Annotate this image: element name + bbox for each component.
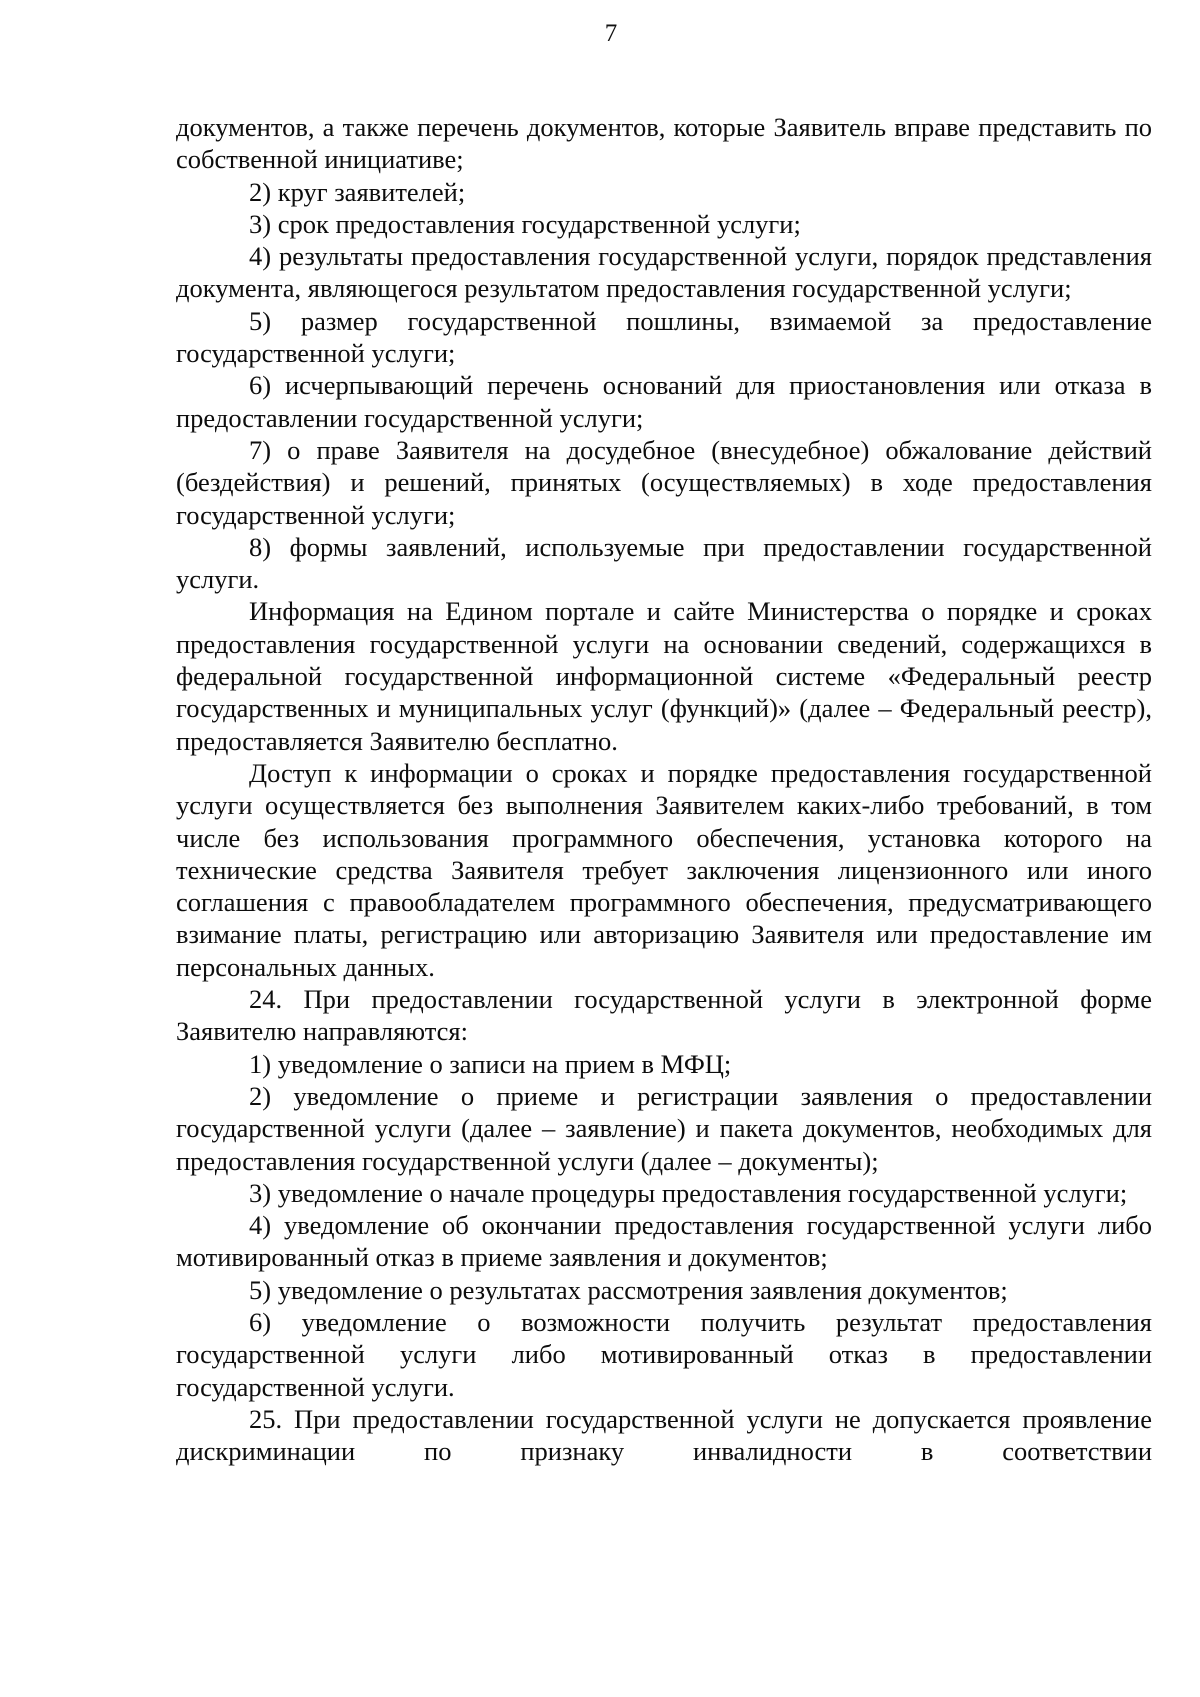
list-item-8: 8) формы заявлений, используемые при предоставлении государственной услуги. — [176, 531, 1152, 595]
list-item-7: 7) о праве Заявителя на досудебное (внесудебное) обжалование действий (бездействия) и решений, принятых (осуществляемых) в ходе предоставления государственной услуги; — [176, 434, 1152, 530]
page-number: 7 — [604, 20, 618, 47]
list-item-2: 2) круг заявителей; — [249, 176, 466, 207]
notification-item-6: 6) уведомление о возможности получить результат предоставления государственной услуги либо мотивированный отказ в предоставлении государственной услуги. — [176, 1306, 1152, 1402]
notification-item-4: 4) уведомление об окончании предоставления государственной услуги либо мотивированный отказ в приеме заявления и документов; — [176, 1210, 1152, 1273]
list-item-4: 4) результаты предоставления государственной услуги, порядок представления документа, являющегося результатом предоставления государственной услуги; — [176, 241, 1152, 304]
list-item-3: 3) срок предоставления государственной услуги; — [249, 208, 801, 239]
section-25: 25. При предоставлении государственной услуги не допускается проявление дискриминации по признаку инвалидности в соответствии — [176, 1403, 1152, 1467]
notification-item-5: 5) уведомление о результатах рассмотрения заявления документов; — [249, 1274, 1008, 1305]
document-body — [176, 111, 1152, 1467]
list-item-6: 6) исчерпывающий перечень оснований для приостановления или отказа в предоставлении государственной услуги; — [176, 370, 1152, 433]
paragraph-access: Доступ к информации о сроках и порядке предоставления государственной услуги осуществляется без выполнения Заявителем каких-либо требований, в том числе без использования программного обеспечения, установка которого на технические средства Заявителя требует заключения лицензионного или иного соглашения с правообладателем программного обеспечения, предусматривающего взимание платы, регистрацию или авторизацию Заявителя или предоставление им персональных данных. — [176, 757, 1152, 982]
notification-item-1: 1) уведомление о записи на прием в МФЦ; — [249, 1048, 732, 1079]
notification-item-2: 2) уведомление о приеме и регистрации заявления о предоставлении государственной услуги (далее – заявление) и пакета документов, необходимых для предоставления государственной услуги (далее – документы); — [176, 1080, 1152, 1176]
section-24: 24. При предоставлении государственной услуги в электронной форме Заявителю направляются: — [176, 984, 1152, 1047]
notification-item-3: 3) уведомление о начале процедуры предоставления государственной услуги; — [249, 1177, 1128, 1208]
paragraph-info-portal: Информация на Едином портале и сайте Министерства о порядке и сроках предоставления государственной услуги на основании сведений, содержащихся в федеральной государственной информационной системе «Федеральный реестр государственных и муниципальных услуг (функций)» (далее – Федеральный реестр), предоставляется Заявителю бесплатно. — [176, 596, 1152, 756]
list-item-5: 5) размер государственной пошлины, взимаемой за предоставление государственной услуги; — [176, 305, 1152, 369]
paragraph-continuation: документов, а также перечень документов, которые Заявитель вправе представить по собственной инициативе; — [176, 112, 1152, 175]
